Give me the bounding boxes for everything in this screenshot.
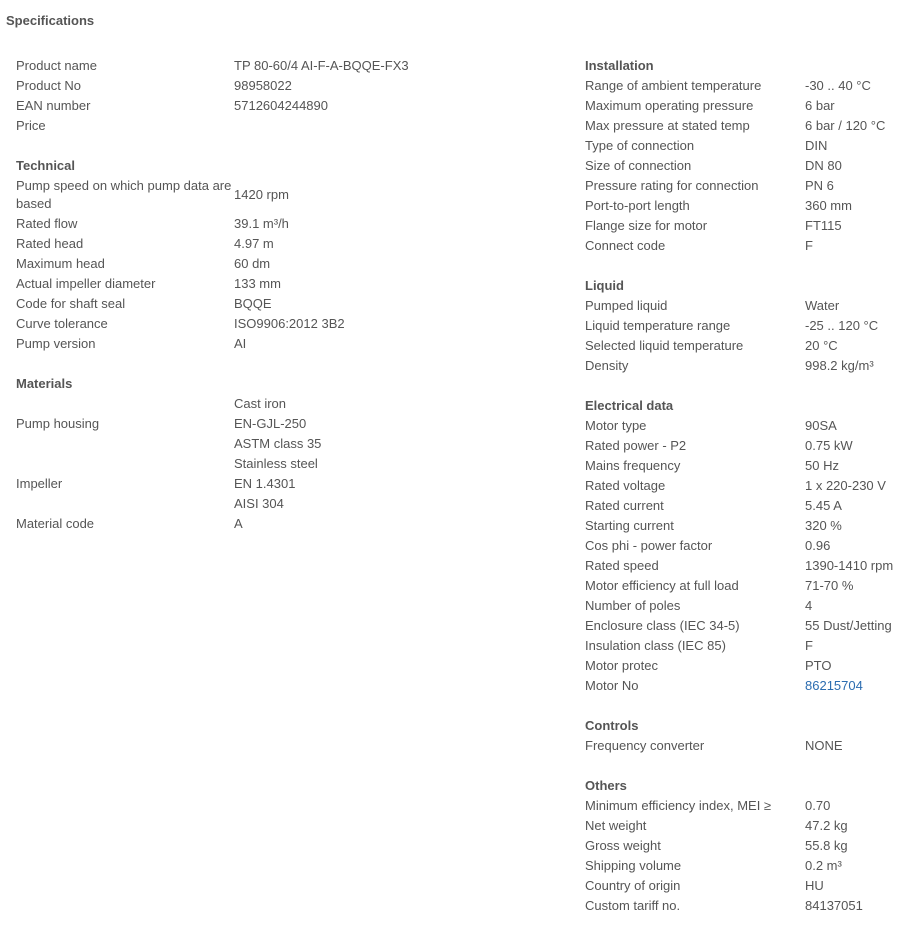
spec-values xyxy=(805,636,813,656)
spec-values xyxy=(805,76,871,96)
spec-row-rated-power-p2 xyxy=(585,436,897,456)
spec-value: 20 °C xyxy=(805,338,838,353)
spec-row-rated-head xyxy=(16,234,536,254)
spec-label: Code for shaft seal xyxy=(16,296,126,311)
spec-label: Net weight xyxy=(585,818,647,833)
spec-values xyxy=(805,496,842,516)
spec-label: Range of ambient temperature xyxy=(585,78,762,93)
spec-row-size-of-connection xyxy=(585,156,897,176)
spec-label: Pump version xyxy=(16,336,96,351)
spec-row-code-for-shaft-seal xyxy=(16,294,536,314)
spec-value: 0.75 kW xyxy=(805,438,853,453)
spec-section-others xyxy=(585,776,897,916)
spec-label: Port-to-port length xyxy=(585,198,690,213)
spec-values xyxy=(234,294,272,314)
spec-value: AISI 304 xyxy=(234,496,284,511)
spec-values xyxy=(805,476,886,496)
spec-row-product-name xyxy=(16,56,536,76)
spec-value: A xyxy=(234,516,243,531)
spec-values xyxy=(805,656,832,676)
spec-values xyxy=(805,216,842,236)
spec-section-materials xyxy=(16,374,536,534)
spec-label: Shipping volume xyxy=(585,858,682,873)
spec-value: NONE xyxy=(805,738,843,753)
spec-label: Connect code xyxy=(585,238,666,253)
spec-values xyxy=(805,536,830,556)
spec-value: BQQE xyxy=(234,296,272,311)
spec-row-impeller xyxy=(16,454,536,514)
spec-section-installation xyxy=(585,56,897,256)
section-title: Technical xyxy=(16,158,76,173)
spec-row-liquid-temperature-range xyxy=(585,316,897,336)
section-title: Electrical data xyxy=(585,398,674,413)
spec-values xyxy=(805,296,839,316)
spec-value: 39.1 m³/h xyxy=(234,216,289,231)
spec-row-net-weight xyxy=(585,816,897,836)
spec-label: Rated head xyxy=(16,236,84,251)
spec-value: 4 xyxy=(805,598,813,613)
spec-row-flange-size-for-motor xyxy=(585,216,897,236)
spec-row-pumped-liquid xyxy=(585,296,897,316)
spec-value: 55.8 kg xyxy=(805,838,848,853)
spec-label: Rated voltage xyxy=(585,478,666,493)
spec-label: Number of poles xyxy=(585,598,681,613)
spec-value: 360 mm xyxy=(805,198,852,213)
right-spec-column xyxy=(585,56,897,936)
spec-label: Motor type xyxy=(585,418,647,433)
spec-label: Mains frequency xyxy=(585,458,681,473)
spec-values xyxy=(805,196,852,216)
spec-row-motor-efficiency-at-full-load xyxy=(585,576,897,596)
spec-value: DN 80 xyxy=(805,158,842,173)
spec-label: Rated power - P2 xyxy=(585,438,687,453)
section-title: Others xyxy=(585,778,627,793)
spec-row-shipping-volume xyxy=(585,856,897,876)
spec-value: 320 % xyxy=(805,518,842,533)
spec-label: Maximum head xyxy=(16,256,105,271)
spec-label: Maximum operating pressure xyxy=(585,98,754,113)
spec-value: DIN xyxy=(805,138,828,153)
spec-label: Minimum efficiency index, MEI ≥ xyxy=(585,798,772,813)
spec-values xyxy=(234,454,318,514)
spec-row-connect-code xyxy=(585,236,897,256)
spec-value: F xyxy=(805,638,813,653)
spec-value: 47.2 kg xyxy=(805,818,848,833)
spec-values xyxy=(234,56,409,76)
spec-values xyxy=(805,876,824,896)
spec-label: Density xyxy=(585,358,629,373)
spec-value: Stainless steel xyxy=(234,456,318,471)
spec-values xyxy=(805,336,838,356)
spec-label: Rated current xyxy=(585,498,664,513)
spec-values xyxy=(805,436,853,456)
spec-row-selected-liquid-temperature xyxy=(585,336,897,356)
spec-label: Price xyxy=(16,118,46,133)
spec-row-ean-number xyxy=(16,96,536,116)
spec-label: Custom tariff no. xyxy=(585,898,681,913)
spec-value: ASTM class 35 xyxy=(234,436,322,451)
spec-values xyxy=(805,796,830,816)
spec-value: F xyxy=(805,238,813,253)
spec-row-rated-current xyxy=(585,496,897,516)
spec-values xyxy=(234,214,289,234)
spec-value: TP 80-60/4 AI-F-A-BQQE-FX3 xyxy=(234,58,409,73)
section-title: Controls xyxy=(585,718,639,733)
spec-row-custom-tariff-no xyxy=(585,896,897,916)
spec-section-controls xyxy=(585,716,897,756)
spec-value: 90SA xyxy=(805,418,837,433)
spec-label: Insulation class (IEC 85) xyxy=(585,638,726,653)
spec-values xyxy=(805,516,842,536)
spec-value: 133 mm xyxy=(234,276,281,291)
spec-value-link[interactable]: 86215704 xyxy=(805,678,863,693)
spec-values xyxy=(805,156,842,176)
spec-row-country-of-origin xyxy=(585,876,897,896)
spec-row-rated-speed xyxy=(585,556,897,576)
spec-value: PTO xyxy=(805,658,832,673)
spec-values xyxy=(805,836,848,856)
spec-value: 5712604244890 xyxy=(234,98,328,113)
spec-values xyxy=(805,236,813,256)
spec-row-enclosure-class-iec-34-5 xyxy=(585,616,897,636)
spec-values xyxy=(805,616,892,636)
spec-values xyxy=(234,96,328,116)
spec-label: Type of connection xyxy=(585,138,695,153)
spec-value: 1420 rpm xyxy=(234,187,289,202)
spec-row-motor-protec xyxy=(585,656,897,676)
spec-row-pump-speed-on-which-pump-data-are-based xyxy=(16,176,536,214)
spec-row-number-of-poles xyxy=(585,596,897,616)
spec-values xyxy=(805,856,842,876)
spec-values xyxy=(234,314,345,334)
spec-label: Selected liquid temperature xyxy=(585,338,744,353)
spec-values xyxy=(805,356,874,376)
spec-label: Motor protec xyxy=(585,658,658,673)
spec-values xyxy=(805,176,834,196)
spec-section-general xyxy=(16,56,536,136)
section-title: Liquid xyxy=(585,278,624,293)
section-title: Materials xyxy=(16,376,73,391)
spec-value: 0.2 m³ xyxy=(805,858,842,873)
spec-row-pressure-rating-for-connection xyxy=(585,176,897,196)
spec-row-port-to-port-length xyxy=(585,196,897,216)
spec-value: 50 Hz xyxy=(805,458,839,473)
spec-label: Rated speed xyxy=(585,558,659,573)
spec-row-rated-flow xyxy=(16,214,536,234)
spec-value: 1390-1410 rpm xyxy=(805,558,894,573)
spec-row-minimum-efficiency-index-mei xyxy=(585,796,897,816)
spec-row-frequency-converter xyxy=(585,736,897,756)
spec-row-motor-type xyxy=(585,416,897,436)
spec-value: 6 bar xyxy=(805,98,835,113)
spec-row-product-no xyxy=(16,76,536,96)
spec-values xyxy=(805,556,893,576)
spec-values xyxy=(234,185,289,205)
spec-row-actual-impeller-diameter xyxy=(16,274,536,294)
spec-values xyxy=(234,514,243,534)
spec-values xyxy=(234,76,292,96)
spec-row-material-code xyxy=(16,514,536,534)
spec-row-maximum-head xyxy=(16,254,536,274)
spec-row-cos-phi-power-factor xyxy=(585,536,897,556)
spec-row-starting-current xyxy=(585,516,897,536)
spec-label: Impeller xyxy=(16,476,63,491)
spec-row-pump-housing xyxy=(16,394,536,454)
spec-value: 0.70 xyxy=(805,798,831,813)
spec-label: Enclosure class (IEC 34-5) xyxy=(585,618,740,633)
spec-values xyxy=(805,596,812,616)
spec-label: Product No xyxy=(16,78,82,93)
left-spec-column xyxy=(16,56,536,554)
spec-label: EAN number xyxy=(16,98,91,113)
spec-value: ISO9906:2012 3B2 xyxy=(234,316,345,331)
spec-value: 84137051 xyxy=(805,898,863,913)
spec-value: 1 x 220-230 V xyxy=(805,478,886,493)
spec-label: Pump speed on which pump data are based xyxy=(16,178,232,211)
spec-label: Pump housing xyxy=(16,416,100,431)
spec-value: Water xyxy=(805,298,840,313)
spec-values xyxy=(805,736,843,756)
spec-label: Product name xyxy=(16,58,97,73)
spec-value: 6 bar / 120 °C xyxy=(805,118,886,133)
spec-label: Actual impeller diameter xyxy=(16,276,156,291)
spec-values xyxy=(805,816,848,836)
spec-row-price xyxy=(16,116,536,136)
spec-values xyxy=(805,456,839,476)
spec-values xyxy=(234,394,321,454)
spec-label: Max pressure at stated temp xyxy=(585,118,750,133)
spec-values xyxy=(805,116,885,136)
spec-row-type-of-connection xyxy=(585,136,897,156)
spec-values xyxy=(234,334,246,354)
spec-section-electrical-data xyxy=(585,396,897,696)
spec-value: 71-70 % xyxy=(805,578,854,593)
spec-row-rated-voltage xyxy=(585,476,897,496)
spec-value: 998.2 kg/m³ xyxy=(805,358,874,373)
spec-values xyxy=(805,136,827,156)
spec-values xyxy=(805,416,837,436)
spec-label: Starting current xyxy=(585,518,674,533)
spec-row-motor-no xyxy=(585,676,897,696)
spec-section-technical xyxy=(16,156,536,354)
spec-label: Country of origin xyxy=(585,878,681,893)
spec-value: -25 .. 120 °C xyxy=(805,318,879,333)
spec-row-insulation-class-iec-85 xyxy=(585,636,897,656)
spec-label: Liquid temperature range xyxy=(585,318,731,333)
spec-values xyxy=(234,274,281,294)
spec-label: Cos phi - power factor xyxy=(585,538,713,553)
spec-value: Cast iron xyxy=(234,396,287,411)
section-title: Installation xyxy=(585,58,654,73)
spec-label: Frequency converter xyxy=(585,738,705,753)
spec-label: Rated flow xyxy=(16,216,78,231)
spec-value: EN-GJL-250 xyxy=(234,416,307,431)
spec-values xyxy=(805,576,853,596)
spec-value: 0.96 xyxy=(805,538,831,553)
spec-label: Pressure rating for connection xyxy=(585,178,759,193)
spec-values xyxy=(805,896,863,916)
spec-value: 5.45 A xyxy=(805,498,842,513)
spec-label: Gross weight xyxy=(585,838,661,853)
spec-label: Curve tolerance xyxy=(16,316,108,331)
spec-row-density xyxy=(585,356,897,376)
spec-row-range-of-ambient-temperature xyxy=(585,76,897,96)
spec-value: EN 1.4301 xyxy=(234,476,296,491)
spec-value: FT115 xyxy=(805,218,842,233)
spec-values xyxy=(805,96,835,116)
spec-label: Material code xyxy=(16,516,95,531)
spec-label: Motor efficiency at full load xyxy=(585,578,739,593)
spec-value: -30 .. 40 °C xyxy=(805,78,871,93)
spec-row-gross-weight xyxy=(585,836,897,856)
spec-value: 55 Dust/Jetting xyxy=(805,618,892,633)
spec-value: 4.97 m xyxy=(234,236,274,251)
spec-value: 60 dm xyxy=(234,256,271,271)
spec-value: 98958022 xyxy=(234,78,292,93)
spec-values xyxy=(805,676,863,696)
spec-value: PN 6 xyxy=(805,178,834,193)
spec-values xyxy=(234,234,274,254)
spec-section-liquid xyxy=(585,276,897,376)
page-title: Specifications xyxy=(6,13,95,28)
spec-row-mains-frequency xyxy=(585,456,897,476)
spec-label: Flange size for motor xyxy=(585,218,708,233)
spec-label: Pumped liquid xyxy=(585,298,668,313)
spec-row-maximum-operating-pressure xyxy=(585,96,897,116)
spec-value: AI xyxy=(234,336,247,351)
spec-label: Size of connection xyxy=(585,158,692,173)
spec-row-pump-version xyxy=(16,334,536,354)
spec-row-curve-tolerance xyxy=(16,314,536,334)
spec-values xyxy=(234,254,270,274)
spec-row-max-pressure-at-stated-temp xyxy=(585,116,897,136)
spec-values xyxy=(805,316,878,336)
spec-label: Motor No xyxy=(585,678,639,693)
spec-value: HU xyxy=(805,878,824,893)
